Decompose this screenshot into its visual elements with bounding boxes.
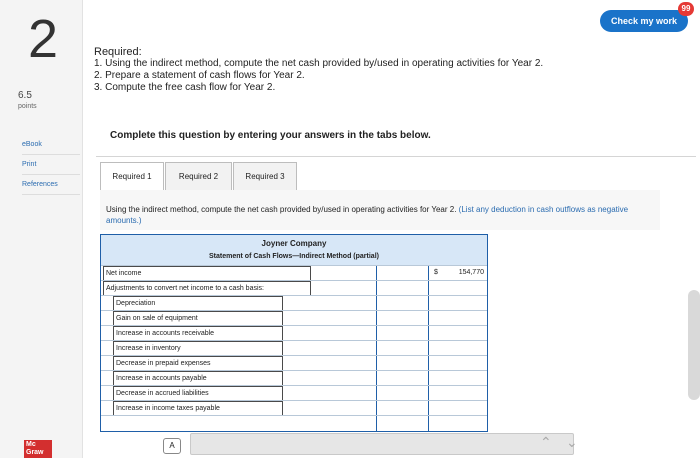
amount-cell[interactable]	[376, 371, 428, 386]
amount-cell[interactable]	[428, 386, 487, 401]
table-row	[101, 295, 487, 310]
mcgraw-logo	[24, 440, 52, 458]
amount-cell[interactable]	[376, 281, 428, 296]
required-item: 1. Using the indirect method, compute the net cash provided by/used in operating activities for Year 2.	[94, 58, 544, 69]
amount-cell[interactable]	[376, 326, 428, 341]
dollar-sign: $	[434, 269, 438, 276]
amount-cell[interactable]	[428, 401, 487, 416]
row-label-ap-increase[interactable]: Increase in accounts payable	[113, 371, 283, 386]
amount-cell[interactable]	[376, 266, 428, 281]
row-label-depreciation[interactable]: Depreciation	[113, 296, 283, 311]
amount-cell[interactable]	[428, 356, 487, 371]
tab-instruction-text: Using the indirect method, compute the net cash provided by/used in operating activities for Year 2.	[106, 205, 457, 214]
amount-cell[interactable]	[428, 281, 487, 296]
logo-line1: Mc	[26, 441, 36, 448]
statement-company: Joyner Company	[261, 239, 327, 248]
statement-header	[101, 235, 487, 265]
points-value: 6.5	[18, 90, 32, 101]
required-item: 3. Compute the free cash flow for Year 2.	[94, 82, 276, 93]
amount-cell[interactable]	[376, 341, 428, 356]
row-label-accrued-decrease[interactable]: Decrease in accrued liabilities	[113, 386, 283, 401]
row-label-ar-increase[interactable]: Increase in accounts receivable	[113, 326, 283, 341]
net-income-amount-cell[interactable]	[428, 266, 487, 281]
amount-cell[interactable]	[376, 386, 428, 401]
table-row	[101, 370, 487, 385]
chevron-down-icon[interactable]: ⌄	[566, 434, 578, 450]
table-row	[101, 355, 487, 370]
amount-cell[interactable]	[428, 371, 487, 386]
question-number: 2	[28, 9, 59, 69]
amount-cell[interactable]	[376, 356, 428, 371]
amount-cell[interactable]	[428, 311, 487, 326]
required-list	[94, 58, 543, 94]
table-row	[101, 280, 487, 295]
amount-cell[interactable]	[376, 416, 428, 431]
answer-strip[interactable]	[190, 433, 574, 455]
amount-cell[interactable]	[376, 401, 428, 416]
table-row	[101, 340, 487, 355]
table-row	[101, 385, 487, 400]
table-row	[101, 265, 487, 280]
amount-cell[interactable]	[428, 326, 487, 341]
points-label: points	[18, 103, 37, 110]
tab-required-3[interactable]: Required 3	[233, 162, 297, 191]
net-income-amount: 154,770	[458, 269, 484, 276]
check-my-work-label: Check my work	[610, 16, 678, 26]
required-title: Required:	[94, 46, 142, 58]
statement-title: Statement of Cash Flows—Indirect Method (partial)	[209, 253, 379, 260]
bottom-nav-bar	[100, 430, 580, 458]
attempts-badge: 99	[678, 2, 694, 16]
required-item: 2. Prepare a statement of cash flows for Year 2.	[94, 70, 305, 81]
amount-cell[interactable]	[428, 416, 487, 431]
amount-cell[interactable]	[376, 296, 428, 311]
tab-required-2[interactable]: Required 2	[165, 162, 232, 191]
table-row	[101, 325, 487, 340]
references-link[interactable]: References	[22, 176, 80, 195]
answer-nav-button[interactable]: A	[163, 438, 181, 454]
amount-cell[interactable]	[428, 296, 487, 311]
print-link[interactable]: Print	[22, 156, 80, 175]
complete-instruction: Complete this question by entering your answers in the tabs below.	[110, 130, 431, 141]
scrollbar[interactable]	[688, 290, 700, 400]
table-row	[101, 310, 487, 325]
table-row	[101, 415, 487, 430]
tab-instruction	[106, 204, 656, 226]
row-label-net-income[interactable]: Net income	[103, 266, 311, 281]
row-label-prepaid-decrease[interactable]: Decrease in prepaid expenses	[113, 356, 283, 371]
check-my-work-button[interactable]	[600, 4, 691, 32]
table-row	[101, 400, 487, 415]
cash-flow-statement	[100, 234, 488, 432]
tab-required-1[interactable]: Required 1	[100, 162, 164, 191]
row-label-inventory-increase[interactable]: Increase in inventory	[113, 341, 283, 356]
chevron-up-icon[interactable]: ⌃	[540, 434, 552, 450]
amount-cell[interactable]	[376, 311, 428, 326]
tab-instruction-hint: (List any deduction in cash outflows as negative amounts.)	[106, 205, 629, 225]
amount-cell[interactable]	[428, 341, 487, 356]
row-label-adjustments[interactable]: Adjustments to convert net income to a cash basis:	[103, 281, 311, 296]
logo-line2: Graw	[26, 449, 44, 456]
row-label-gain-on-sale[interactable]: Gain on sale of equipment	[113, 311, 283, 326]
left-sidebar	[0, 0, 83, 458]
ebook-link[interactable]: eBook	[22, 136, 80, 155]
row-label-taxes-payable-increase[interactable]: Increase in income taxes payable	[113, 401, 283, 416]
